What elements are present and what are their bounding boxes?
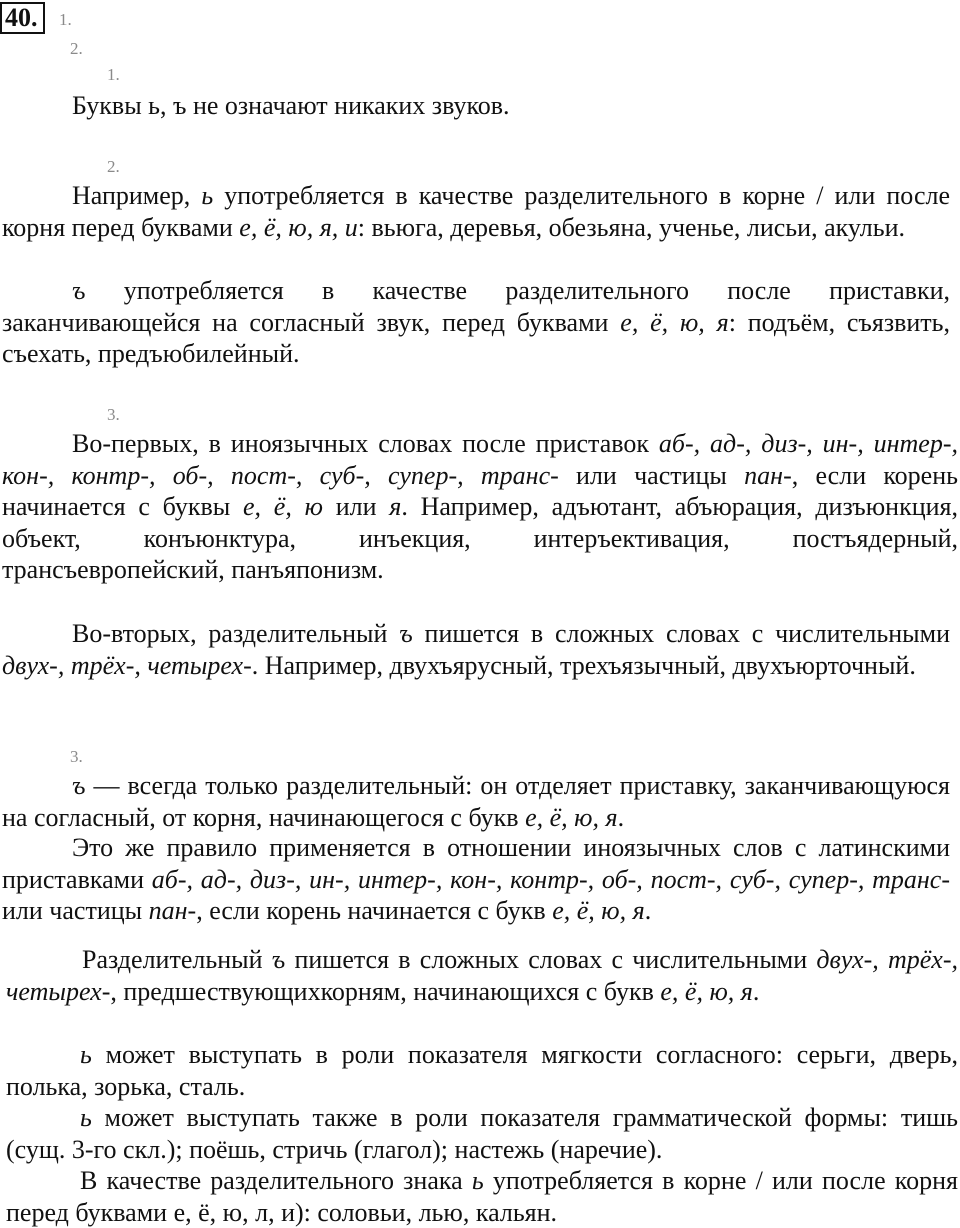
paragraph: ъ — всегда только разделительный: он отделяет приставку, заканчивающуюся на согласный, от корня, начинающегося с букв е, ё, ю, я. bbox=[2, 771, 950, 832]
item-number: 2. bbox=[107, 157, 120, 176]
paragraph: Разделительный ъ пишется в сложных словах с числительными двух-, трёх-, четырех-, предшествующихкорням, начинающихся с букв е, ё, ю, я. bbox=[6, 945, 958, 1006]
paragraph: ь может выступать в роли показателя мягкости согласного: серьги, дверь, полька, зорька, сталь. bbox=[6, 1040, 958, 1101]
paragraph: Например, ь употребляется в качестве разделительного в корне / или после корня перед буквами е, ё, ю, я, и: вьюга, деревья, обезьяна, ученье, лисьи, акульи. bbox=[2, 181, 950, 242]
item-number: 2. bbox=[70, 39, 83, 58]
paragraph: ь может выступать также в роли показателя грамматической формы: тишь (сущ. 3-го скл.); поёшь, стричь (глагол); настежь (наречие). bbox=[6, 1103, 958, 1164]
paragraph: Буквы ь, ъ не означают никаких звуков. bbox=[72, 91, 510, 120]
paragraph: ъ употребляется в качестве разделительного после приставки, заканчивающейся на согласный звук, перед буквами е, ё, ю, я: подъём, съязвить, съехать, предъюбилейный. bbox=[2, 276, 950, 369]
item-number: 1. bbox=[107, 65, 120, 84]
item-number: 1. bbox=[59, 10, 72, 29]
paragraph: Во-вторых, разделительный ъ пишется в сложных словах с числительными двух-, трёх-, четырех-. Например, двухъярусный, трехъязычный, двухъюрточный. bbox=[2, 619, 950, 680]
paragraph: Во-первых, в иноязычных словах после приставок аб-, ад-, диз-, ин-, интер-, кон-, контр-, об-, пост-, суб-, супер-, транс- или частицы пан-, если корень начинается с буквы е, ё, ю или я. Например, адъютант, абъюрация, дизъюнкция, объект, конъюнктура, инъекция, интеръективация, постъядерный, трансъевропейский, панъяпонизм. bbox=[2, 429, 959, 585]
paragraph: Это же правило применяется в отношении иноязычных слов с латинскими приставками аб-, ад-, диз-, ин-, интер-, кон-, контр-, об-, пост-, суб-, супер-, транс- или частицы пан-, если корень начинается с букв е, ё, ю, я. bbox=[2, 833, 951, 926]
item-number: 3. bbox=[70, 747, 83, 766]
exercise-number: 40. bbox=[0, 2, 45, 34]
item-number: 3. bbox=[107, 405, 120, 424]
paragraph: В качестве разделительного знака ь употребляется в корне / или после корня перед буквами е, ё, ю, л, и): соловьи, лью, кальян. bbox=[6, 1166, 958, 1227]
